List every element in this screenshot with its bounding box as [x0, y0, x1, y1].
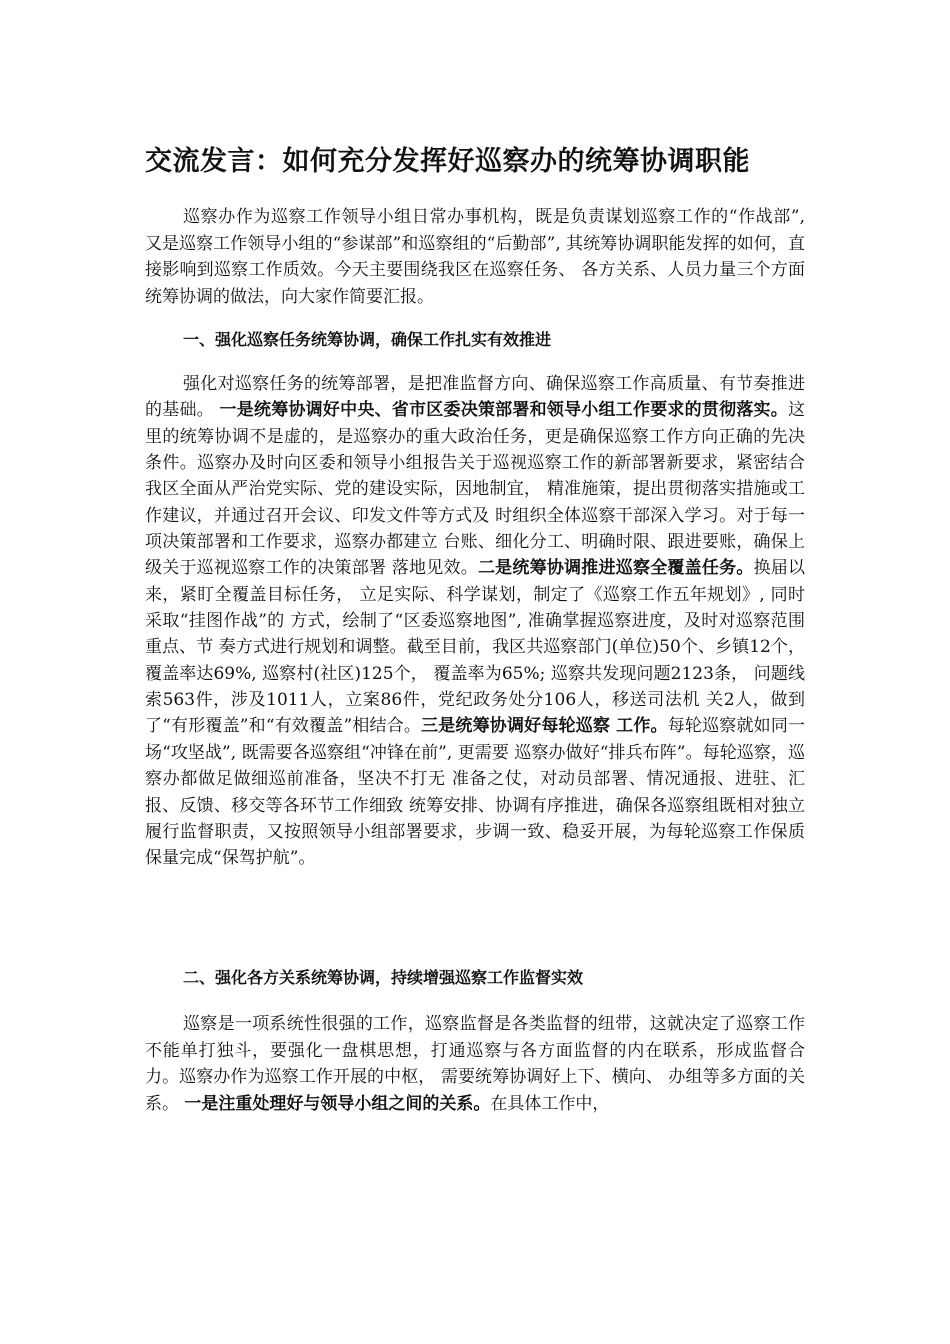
section-2-point-1: 一是注重处理好与领导小组之间的关系。: [184, 1093, 491, 1114]
section-2-heading: 二、强化各方关系统筹协调，持续增强巡察工作监督实效: [183, 968, 584, 987]
section-1-point-3: 三是统筹协调好每轮巡察 工作。: [421, 716, 668, 737]
section-1-paragraph: [145, 371, 805, 872]
intro-paragraph: 巡察办作为巡察工作领导小组日常办事机构，既是负责谋划巡察工作的“作战部”, 又是巡察工作领导小组的“参谋部”和巡察组的“后勤部”, 其统筹协调职能发挥的如何，直接影响到巡察工作质效。今天主要围绕我区在巡察任务、 各方关系、人员力量三个方面统筹协调的做法，向大家作简要汇报。: [145, 207, 805, 307]
section-1-point-2: 二是统筹协调推进巡察全覆盖任务。: [477, 558, 754, 579]
section-2-text-2: 在具体工作中，: [490, 1093, 610, 1114]
section-1-text-4: 每轮巡察就如同一场“攻坚战”, 既需要各巡察组“冲锋在前”, 更需要 巡察办做好“排兵布阵”。每轮巡察，巡察办都做足做细巡前准备，坚决不打无 准备之仗，对动员部署、情况通报、进驻、汇报、反馈、移交等各环节工作细致 统筹安排、协调有序推进，确保各巡察组既相对独立履行监督职责，又按照领导小组部署要求，步调一致、稳妥开展，为每轮巡察工作保质保量完成“保驾护航”。: [145, 716, 806, 869]
section-1-text-1: 强化对巡察任务的统筹部署，是把准监督方向、确保巡察工作高质量、有节奏推进的基础。: [145, 374, 805, 421]
section-1-text-2: 这里的统筹协调不是虚的，是巡察办的重大政治任务，更是确保巡察工作方向正确的先决条件。巡察办及时向区委和领导小组报告关于巡视巡察工作的新部署新要求，紧密结合我区全面从严治党实际、党的建设实际，因地制宜， 精准施策，提出贯彻落实措施或工作建议，并通过召开会议、印发文件等方式及 时组织全体巡察干部深入学习。对于每一项决策部署和工作要求，巡察办都建立 台账、细化分工、明确时限、跟进要账，确保上级关于巡视巡察工作的决策部署 落地见效。: [145, 400, 806, 579]
section-1-text-3: 换届以来，紧盯全覆盖目标任务， 立足实际、科学谋划，制定了《巡察工作五年规划》, 同时采取“挂图作战”的 方式，绘制了“区委巡察地图”, 准确掌握巡察进度，及时对巡察范围重点、节 奏方式进行规划和调整。截至目前，我区共巡察部门(单位)50个、乡镇12个， 覆盖率达69%, 巡察村(社区)125个， 覆盖率为65%; 巡察共发现问题2123条， 问题线索563件，涉及1011人，立案86件，党纪政务处分106人，移送司法机 关2人，做到了“有形覆盖”和“有效覆盖”相结合。: [145, 558, 806, 737]
section-1-heading: 一、强化巡察任务统筹协调，确保工作扎实有效推进: [183, 330, 552, 349]
section-1-point-1: 一是统筹协调好中央、省市区委决策部署和领导小组工作要求的贯彻落实。: [219, 400, 789, 421]
document-title: 交流发言：如何充分发挥好巡察办的统筹协调职能: [145, 146, 750, 177]
section-2-paragraph: [145, 1011, 805, 1117]
section-2-text-1: 巡察是一项系统性很强的工作，巡察监督是各类监督的纽带，这就决定了巡察工作不能单打独斗，要强化一盘棋思想，打通巡察与各方面监督的内在联系，形成监督合力。巡察办作为巡察工作开展的中枢， 需要统筹协调好上下、横向、 办组等多方面的关系。: [145, 1014, 805, 1114]
